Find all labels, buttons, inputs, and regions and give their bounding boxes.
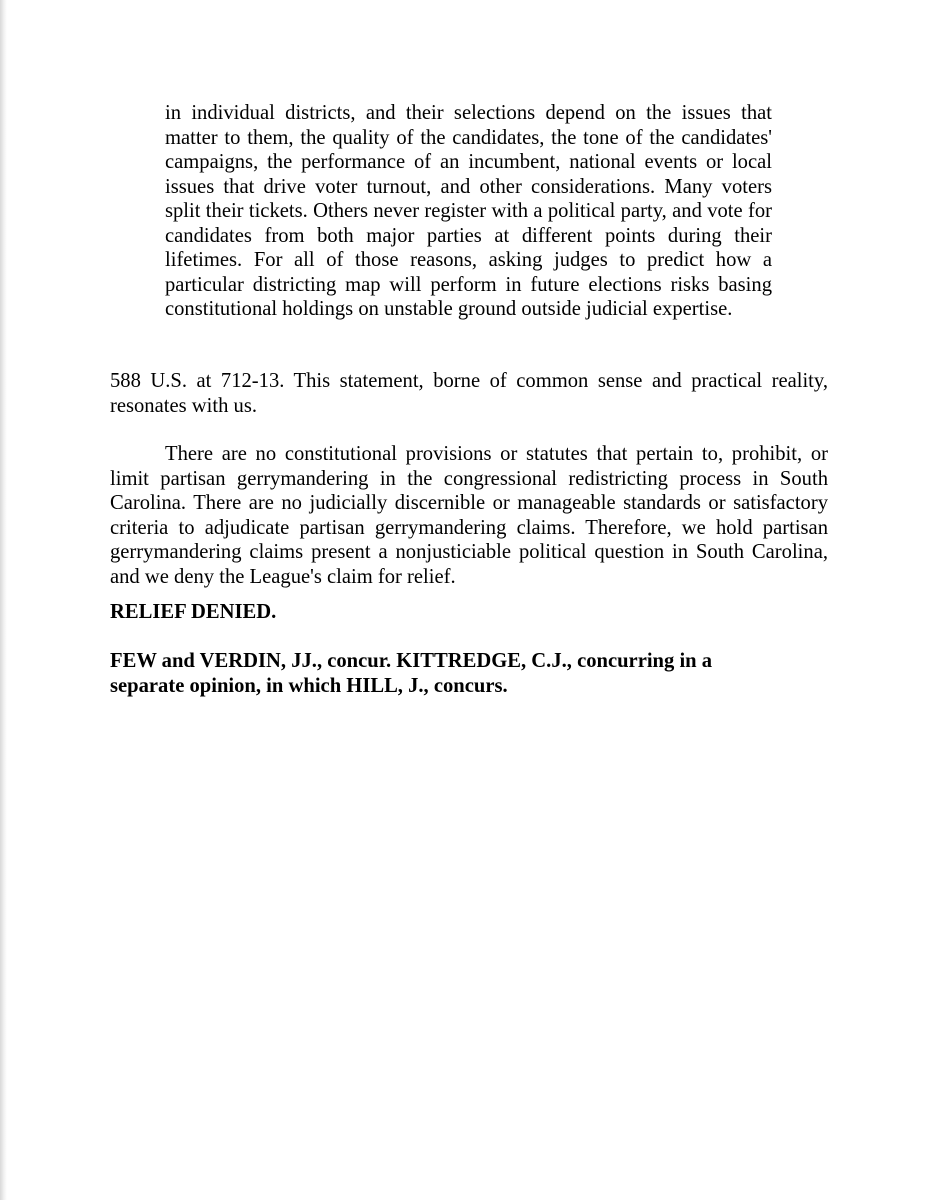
citation-paragraph: 588 U.S. at 712-13. This statement, borne of common sense and practical reality, resonates with us. bbox=[110, 370, 828, 417]
block-quote: in individual districts, and their selections depend on the issues that matter to them, the quality of the candidates, the tone of the candidates' campaigns, the performance of an incumbent, national events or local issues that drive voter turnout, and other considerations. Many voters split their tickets. Others never register with a political party, and vote for candidates from both major parties at different points during their lifetimes. For all of those reasons, asking judges to predict how a particular districting map will perform in future elections risks basing constitutional holdings on unstable ground outside judicial expertise. bbox=[165, 102, 772, 320]
concurrence-note: FEW and VERDIN, JJ., concur. KITTREDGE, C.J., concurring in a separate opinion, in which HILL, J., concurs. bbox=[110, 650, 713, 697]
page-edge-shadow bbox=[0, 0, 7, 1200]
holding-paragraph: There are no constitutional provisions or statutes that pertain to, prohibit, or limit partisan gerrymandering in the congressional redistricting process in South Carolina. There are no judicially discernible or manageable standards or satisfactory criteria to adjudicate partisan gerrymandering claims. Therefore, we hold partisan gerrymandering claims present a nonjusticiable political question in South Carolina, and we deny the League's claim for relief. bbox=[110, 443, 828, 588]
disposition: RELIEF DENIED. bbox=[110, 601, 277, 623]
